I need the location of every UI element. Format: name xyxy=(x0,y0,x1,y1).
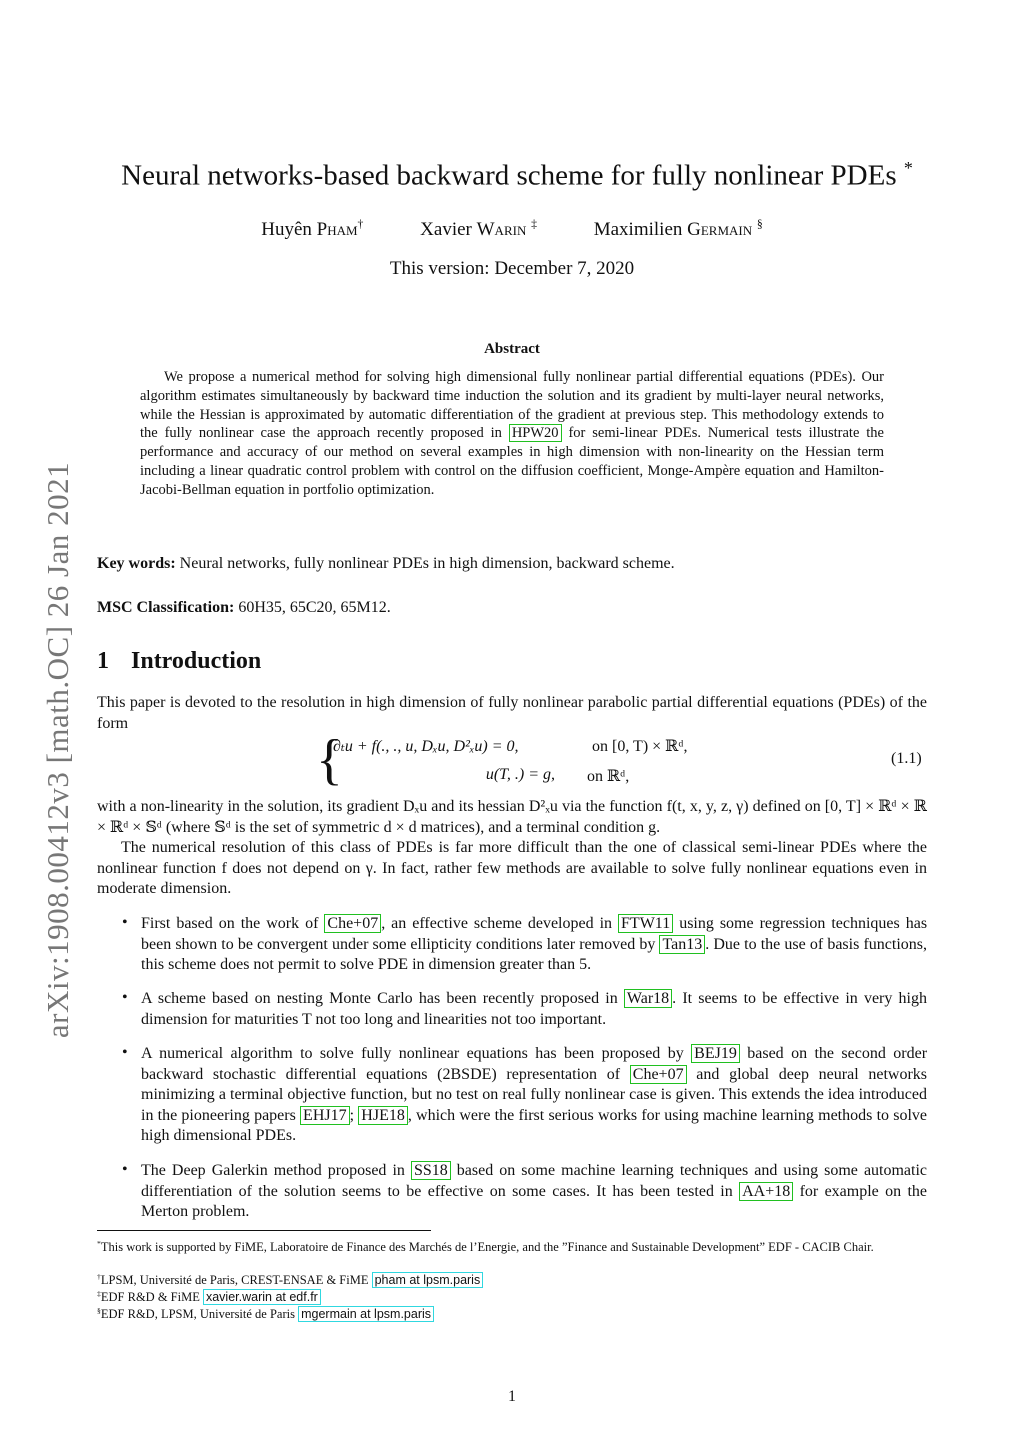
bullet-marker: • xyxy=(122,1044,128,1061)
citation-link[interactable]: AA+18 xyxy=(739,1182,793,1201)
arxiv-side-stamp: arXiv:1908.00412v3 [math.OC] 26 Jan 2021 xyxy=(40,461,75,1039)
email-link[interactable]: pham at lpsm.paris xyxy=(372,1272,484,1288)
citation-link[interactable]: Che+07 xyxy=(324,914,381,933)
paper-title-text: Neural networks-based backward scheme for fully nonlinear PDEs xyxy=(121,159,897,192)
section-heading xyxy=(97,648,261,675)
citation-link[interactable]: BEJ19 xyxy=(691,1044,740,1063)
page-number: 1 xyxy=(508,1388,516,1405)
author-mark[interactable]: ‡ xyxy=(531,218,537,231)
keywords-text: Neural networks, fully nonlinear PDEs in high dimension, backward scheme. xyxy=(179,555,675,572)
bullet-item-4: The Deep Galerkin method proposed in SS18 based on some machine learning techniques and using some automatic differentiation of the solution seems to be effective on some cases. It has been tested in AA+18 for example on the Merton problem. xyxy=(141,1162,928,1220)
email-link[interactable]: mgermain at lpsm.paris xyxy=(298,1306,434,1322)
bullet-item-1: First based on the work of Che+07 , an effective scheme developed in FTW11 using some regression techniques has been shown to be convergent under some ellipticity conditions later removed by Tan13 . Due to the use of basis functions, this scheme does not permit to solve PDE in dimension greater than 5. xyxy=(141,915,928,973)
citation-link[interactable]: Tan13 xyxy=(659,935,705,954)
bullet-marker: • xyxy=(122,914,128,931)
abstract-body: We propose a numerical method for solving high dimensional fully nonlinear partial differential equations (PDEs). Our algorithm estimates simultaneously by backward time induction the solution and its gradient by multi-layer neural networks, while the Hessian is approximated by automatic differentiation of the gradient at previous step. This methodology extends to the fully nonlinear case the approach recently proposed in HPW20 for semi-linear PDEs. Numerical tests illustrate the performance and accuracy of our method on several examples in high dimension with non-linearity on the Hessian term including a linear quadratic control problem with control on the diffusion coefficient, Monge-Ampère equation and Hamilton-Jacobi-Bellman equation in portfolio optimization. xyxy=(140,369,884,498)
keywords xyxy=(97,555,927,573)
email-link[interactable]: xavier.warin at edf.fr xyxy=(203,1289,321,1305)
citation-link[interactable]: SS18 xyxy=(411,1161,451,1180)
section-title: Introduction xyxy=(131,648,262,674)
bullet-item-3: A numerical algorithm to solve fully nonlinear equations has been proposed by BEJ19 based on the second order backward stochastic differential equations (2BSDE) representation of Che+07 and global deep neural networks minimizing a terminal objective function, but no test on real fully nonlinear case is given. This extends the idea introduced in the pioneering papers EHJ17 ; HJE18 , which were the first serious works for using machine learning methods to solve high dimensional PDEs. xyxy=(141,1045,928,1144)
intro-paragraph-2: with a non-linearity in the solution, its gradient Dₓu and its hessian D²ₓu via the function f(t, x, y, z, γ) defined on [0, T] × ℝᵈ × ℝ × ℝᵈ × 𝕊ᵈ (where 𝕊ᵈ is the set of symmetric d × d matrices), and a terminal condition g. xyxy=(97,798,927,836)
msc-text: 60H35, 65C20, 65M12. xyxy=(238,599,391,616)
citation-link[interactable]: War18 xyxy=(624,989,672,1008)
author-pham: Huyên Pham† xyxy=(261,218,364,241)
author-mark[interactable]: † xyxy=(357,218,364,231)
intro-paragraph-3: The numerical resolution of this class of PDEs is far more difficult than the one of classical semi-linear PDEs where the nonlinear function f does not depend on γ. In fact, rather few methods are available to solve fully nonlinear equations even in moderate dimension. xyxy=(97,839,927,897)
citation-link[interactable]: EHJ17 xyxy=(300,1106,350,1125)
equation-line1-lhs: ∂ₜu + f(., ., u, Dₓu, D²ₓu) = 0, xyxy=(333,738,519,755)
author-germain: Maximilien Germain § xyxy=(593,218,763,241)
title-footnote-mark[interactable]: * xyxy=(903,158,913,178)
footnote-rule xyxy=(97,1230,431,1231)
bullet-marker: • xyxy=(122,989,128,1006)
intro-paragraph-1: This paper is devoted to the resolution in high dimension of fully nonlinear parabolic partial differential equations (PDEs) of the form xyxy=(97,694,927,732)
footnote-1: *This work is supported by FiME, Laboratoire de Finance des Marchés de l’Energie, and the ”Finance and Sustainable Development” EDF - CACIB Chair. xyxy=(97,1239,874,1255)
footnote-3: ‡EDF R&D & FiME xavier.warin at edf.fr xyxy=(97,1286,927,1306)
author-list xyxy=(0,218,1024,241)
keywords-label: Key words: xyxy=(97,555,176,572)
footnote-2: †LPSM, Université de Paris, CREST-ENSAE & FiME pham at lpsm.paris xyxy=(97,1269,927,1289)
paper-title xyxy=(0,158,1024,193)
section-number: 1 xyxy=(97,648,109,674)
footnote-4: §EDF R&D, LPSM, Université de Paris mgermain at lpsm.paris xyxy=(97,1303,927,1323)
author-mark[interactable]: § xyxy=(756,218,763,231)
version-date: This version: December 7, 2020 xyxy=(389,258,635,279)
msc-classification xyxy=(97,599,927,617)
author-warin: Xavier Warin ‡ xyxy=(420,218,537,241)
abstract-heading: Abstract xyxy=(484,341,540,357)
citation-link[interactable]: Che+07 xyxy=(630,1065,687,1084)
msc-label: MSC Classification: xyxy=(97,599,235,616)
bullet-item-2: A scheme based on nesting Monte Carlo has been recently proposed in War18 . It seems to be effective in very high dimension for maturities T not too long and linearities not too important. xyxy=(141,990,928,1028)
equation-line2-rhs: on ℝᵈ, xyxy=(587,768,630,785)
equation-line1-rhs: on [0, T) × ℝᵈ, xyxy=(592,738,688,755)
citation-link[interactable]: FTW11 xyxy=(618,914,673,933)
citation-link[interactable]: HJE18 xyxy=(358,1106,408,1125)
equation-label: (1.1) xyxy=(891,750,922,767)
bullet-marker: • xyxy=(122,1161,128,1178)
equation-brace: { xyxy=(316,729,343,791)
citation-link[interactable]: HPW20 xyxy=(509,424,562,442)
equation-line2-lhs: u(T, .) = g, xyxy=(485,766,555,783)
